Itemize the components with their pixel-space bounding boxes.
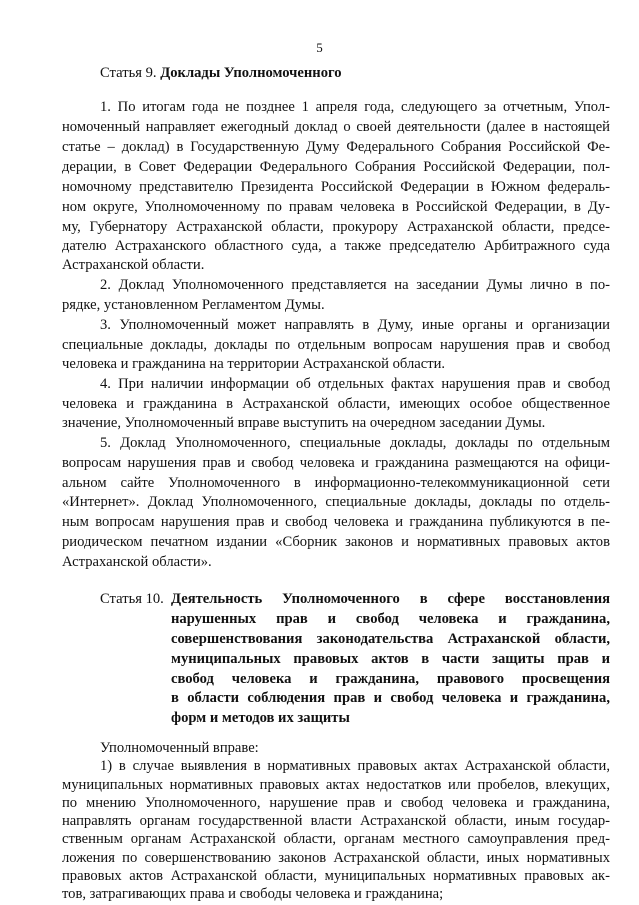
article-9-line: 2. Доклад Уполномоченного представляется на заседании Думы лично в по- [100, 277, 610, 293]
article-9-heading [100, 64, 342, 83]
article-10-line: ложения по совершенствованию законов Астраханской области, иных нормативных [62, 849, 610, 866]
article-10-title-line: свобод человека и гражданина, правового просвещения [171, 671, 610, 687]
article-9-line: человека и гражданина в Астраханской области, имеющих особое общественное [62, 396, 610, 412]
article-9-line: специальные доклады, доклады по отдельным вопросам нарушения прав и свобод [62, 337, 610, 353]
page-number: 5 [316, 40, 323, 55]
article-9-title: Доклады Уполномоченного [160, 65, 342, 81]
article-9-line: риодическом печатном издании «Сборник законов и нормативных правовых актов [62, 534, 610, 550]
article-10-title-line: муниципальных правовых актов в части защиты прав и [171, 651, 610, 667]
article-9-line: номочному представителю Президента Российской Федерации в Южном федераль- [62, 179, 610, 195]
article-9-line: дателю Астраханского областного суда, а также председателю Арбитражного суда [62, 238, 610, 254]
article-10-line: тов, затрагивающих права и свободы человека и гражданина; [62, 886, 444, 902]
article-9-line: 5. Доклад Уполномоченного, специальные доклады, доклады по отдельным [100, 435, 610, 451]
article-10-line: по мнению Уполномоченного, нарушение прав и свобод человека и гражданина, [62, 794, 610, 811]
article-10-line: правовых актов Астраханской области, муниципальных нормативных правовых ак- [62, 867, 610, 884]
article-9-line: «Интернет». Доклад Уполномоченного, специальные доклады, доклады по отдель- [62, 494, 610, 510]
article-9-line: ном округе, Уполномоченному по правам человека в Российской Федерации, в Ду- [62, 199, 610, 215]
article-9-line: 3. Уполномоченный может направлять в Думу, иные органы и организации [100, 317, 610, 333]
article-9-line: дерации, в Совет Федерации Федерального Собрания Российской Федерации, пол- [62, 159, 610, 175]
article-10-title-line: нарушенных прав и свобод человека и гражданина, [171, 611, 610, 627]
article-9-line: Астраханской области. [62, 257, 205, 273]
article-10-line: ственным органам Астраханской области, органам местного самоуправления пред- [62, 831, 610, 848]
article-9-line: вопросам нарушения прав и свобод человека и гражданина размещаются на офици- [62, 455, 610, 471]
article-9-line: ным вопросам нарушения прав и свобод человека и гражданина публикуются в пе- [62, 514, 610, 530]
article-10-title-line: совершенствования законодательства Астраханской области, [171, 631, 610, 647]
article-9-line: рядке, установленном Регламентом Думы. [62, 297, 325, 313]
article-10-line: Уполномоченный вправе: [100, 740, 259, 756]
article-10-line: направлять органам государственной власти Астраханской области, иным государ- [62, 813, 610, 829]
article-9-line: Астраханской области». [62, 554, 212, 570]
article-9-line: статье – доклад) в Государственную Думу Федерального Собрания Российской Фе- [62, 139, 610, 155]
article-10-line: муниципальных нормативных правовых актах недостатков или пробелов, влекущих, [62, 776, 610, 793]
article-9-line: значение, Уполномоченный вправе выступить на очередном заседании Думы. [62, 415, 546, 431]
article-9-line: 1. По итогам года не позднее 1 апреля года, следующего за отчетным, Упол- [100, 99, 610, 115]
article-9-line: 4. При наличии информации об отдельных фактах нарушения прав и свобод [100, 376, 610, 392]
article-10-title-line: форм и методов их защиты [171, 710, 350, 726]
article-9-line: му, Губернатору Астраханской области, прокурору Астраханской области, предсе- [62, 219, 610, 235]
article-10-title-line: Деятельность Уполномоченного в сфере восстановления [171, 591, 610, 607]
article-9-line: альном сайте Уполномоченного в информационно-телекоммуникационной сети [62, 475, 610, 491]
article-10-line: 1) в случае выявления в нормативных правовых актах Астраханской области, [100, 758, 610, 775]
article-10-prefix: Статья 10. [100, 591, 164, 607]
article-10-title-line: в области соблюдения прав и свобод человека и гражданина, [171, 690, 610, 706]
article-9-line: человека и гражданина на территории Астраханской области. [62, 356, 446, 372]
article-9-line: номоченный направляет ежегодный доклад о своей деятельности (далее в настоящей [62, 119, 610, 135]
article-9-prefix: Статья 9. [100, 65, 157, 81]
